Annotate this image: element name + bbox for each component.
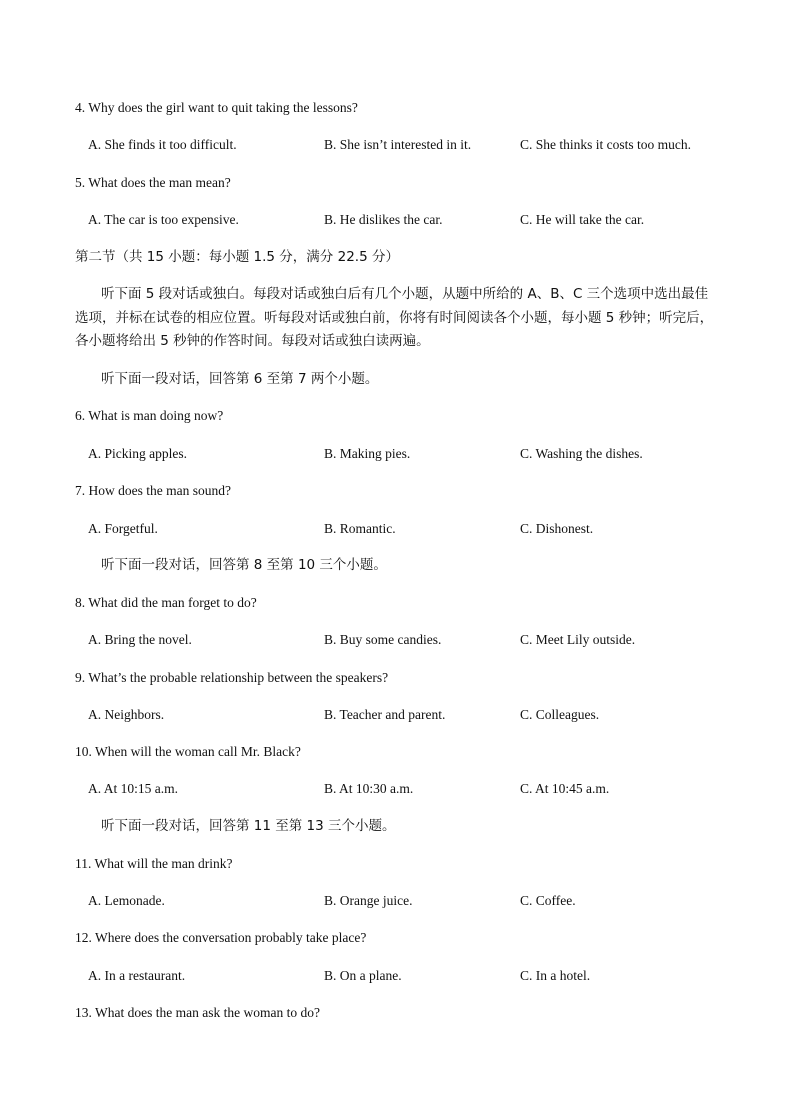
question-7-stem: 7. How does the man sound? [75, 483, 231, 498]
question-8-option-b: B. Buy some candies. [324, 632, 442, 647]
question-10-option-c: C. At 10:45 a.m. [520, 781, 610, 796]
question-7-option-c: C. Dishonest. [520, 521, 594, 536]
question-11-option-b: B. Orange juice. [324, 893, 413, 908]
question-11-option-c: C. Coffee. [520, 893, 576, 908]
question-5-option-a: A. The car is too expensive. [88, 212, 239, 227]
question-8-option-c: C. Meet Lily outside. [520, 632, 636, 647]
question-6-stem: 6. What is man doing now? [75, 408, 224, 423]
dialog-instruction-6-7: 听下面一段对话，回答第 6 至第 7 两个小题。 [101, 371, 379, 387]
question-9-option-b: B. Teacher and parent. [324, 707, 446, 722]
question-12-option-c: C. In a hotel. [520, 968, 591, 983]
question-13-stem: 13. What does the man ask the woman to do? [75, 1005, 320, 1020]
dialog-instruction-8-10: 听下面一段对话，回答第 8 至第 10 三个小题。 [101, 557, 387, 573]
question-9-option-c: C. Colleagues. [520, 707, 600, 722]
question-6-option-b: B. Making pies. [324, 446, 411, 461]
question-7-option-a: A. Forgetful. [88, 521, 158, 536]
question-10-option-a: A. At 10:15 a.m. [88, 781, 178, 796]
question-12-stem: 12. Where does the conversation probably take place? [75, 930, 367, 945]
question-6-option-a: A. Picking apples. [88, 446, 187, 461]
question-9-stem: 9. What’s the probable relationship between the speakers? [75, 670, 389, 685]
question-4-option-a: A. She finds it too difficult. [88, 137, 237, 152]
question-7-option-b: B. Romantic. [324, 521, 396, 536]
question-9-option-a: A. Neighbors. [88, 707, 165, 722]
question-5-stem: 5. What does the man mean? [75, 175, 231, 190]
question-5-option-b: B. He dislikes the car. [324, 212, 443, 227]
question-5-option-c: C. He will take the car. [520, 212, 645, 227]
dialog-instruction-11-13: 听下面一段对话，回答第 11 至第 13 三个小题。 [101, 818, 396, 834]
question-4-option-c: C. She thinks it costs too much. [520, 137, 692, 152]
question-8-stem: 8. What did the man forget to do? [75, 595, 257, 610]
question-12-option-b: B. On a plane. [324, 968, 402, 983]
question-11-option-a: A. Lemonade. [88, 893, 165, 908]
question-8-option-a: A. Bring the novel. [88, 632, 192, 647]
question-10-stem: 10. When will the woman call Mr. Black? [75, 744, 301, 759]
section-2-instructions: 听下面 5 段对话或独白。每段对话或独白后有几个小题，从题中所给的 A、B、C 三个选项中选出最佳选项，并标在试卷的相应位置。听每段对话或独白前，你将有时间阅读各个小题，每小题 5 秒钟；听完后，各小题将给出 5 秒钟的作答时间。每段对话或独白读两遍。 [75, 286, 714, 349]
question-11-stem: 11. What will the man drink? [75, 856, 233, 871]
section-2-header: 第二节（共 15 小题：每小题 1.5 分，满分 22.5 分） [75, 249, 399, 265]
question-6-option-c: C. Washing the dishes. [520, 446, 643, 461]
question-10-option-b: B. At 10:30 a.m. [324, 781, 414, 796]
question-12-option-a: A. In a restaurant. [88, 968, 186, 983]
question-4-option-b: B. She isn’t interested in it. [324, 137, 472, 152]
question-4-stem: 4. Why does the girl want to quit taking the lessons? [75, 100, 358, 115]
